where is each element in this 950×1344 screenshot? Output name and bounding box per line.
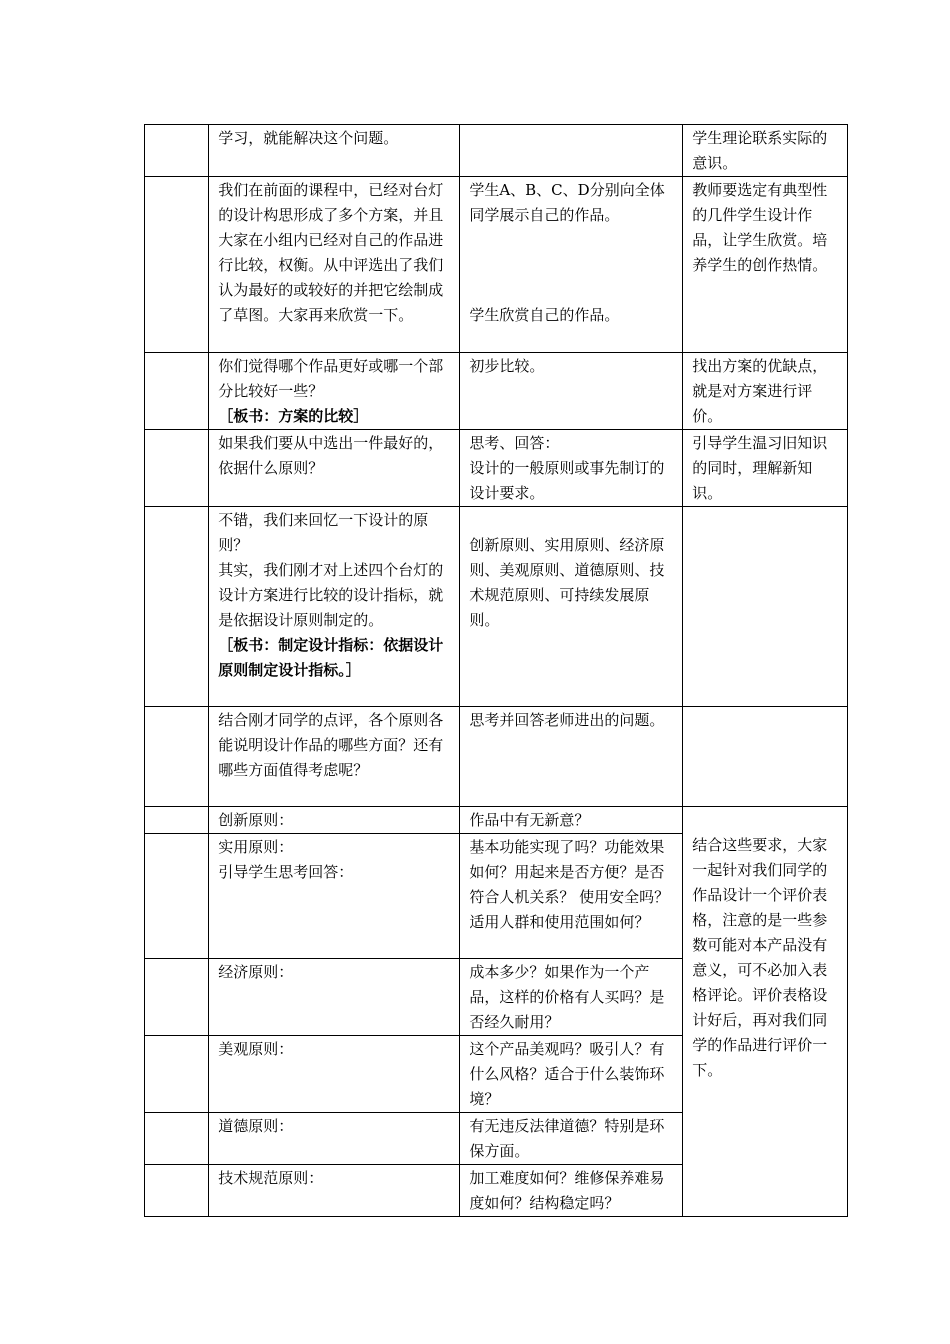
student-text: 思考并回答老师进出的问题。 <box>469 711 665 729</box>
student-activity-cell <box>460 177 683 353</box>
stage-cell <box>145 707 209 807</box>
design-intent-cell <box>683 125 848 177</box>
principle-name: 实用原则： <box>218 838 294 856</box>
blackboard-note: ［板书：方案的比较］ <box>218 407 369 425</box>
lesson-plan-table <box>144 124 848 1217</box>
principle-name-cell <box>209 959 460 1036</box>
stage-cell <box>145 1165 209 1217</box>
principle-question-cell <box>460 1036 683 1113</box>
principle-name-cell <box>209 1165 460 1217</box>
student-activity-cell <box>460 707 683 807</box>
principle-question: 有无违反法律道德？特别是环保方面。 <box>469 1117 665 1160</box>
teacher-activity-cell <box>209 125 460 177</box>
principle-name: 引导学生思考回答： <box>218 863 354 881</box>
student-activity-cell <box>460 507 683 707</box>
intent-text: 学生理论联系实际的意识。 <box>692 129 828 172</box>
principles-intent-cell <box>683 807 848 1217</box>
intent-text: 引导学生温习旧知识的同时，理解新知识。 <box>692 434 828 502</box>
intent-text: 结合这些要求，大家一起针对我们同学的作品设计一个评价表格，注意的是一些参数可能对本产品没有意义，可不必加入表格评论。评价表格设计好后，再对我们同学的作品进行评价一下。 <box>692 836 828 1079</box>
teacher-text: 你们觉得哪个作品更好或哪一个部分比较好一些？ <box>218 357 444 400</box>
principle-name-cell <box>209 1036 460 1113</box>
teacher-text: 其实，我们刚才对上述四个台灯的设计方案进行比较的设计指标，就是依据设计原则制定的。 <box>218 561 444 629</box>
principle-question-cell <box>460 807 683 834</box>
principle-question-cell <box>460 1165 683 1217</box>
intent-text: 教师要选定有典型性的几件学生设计作品，让学生欣赏。培养学生的创作热情。 <box>692 181 828 274</box>
design-intent-cell <box>683 177 848 353</box>
design-intent-cell <box>683 430 848 507</box>
table-row <box>145 430 848 507</box>
stage-cell <box>145 177 209 353</box>
student-text: 初步比较。 <box>469 357 545 375</box>
principle-name: 道德原则： <box>218 1117 294 1135</box>
table-row <box>145 707 848 807</box>
teacher-text: 学习，就能解决这个问题。 <box>218 129 399 147</box>
principle-name-cell <box>209 807 460 834</box>
principle-question: 成本多少？如果作为一个产品，这样的价格有人买吗？是否经久耐用？ <box>469 963 665 1031</box>
stage-cell <box>145 1036 209 1113</box>
stage-cell <box>145 834 209 959</box>
student-text: 思考、回答： <box>469 434 560 452</box>
student-text: 设计的一般原则或事先制订的设计要求。 <box>469 459 665 502</box>
stage-cell <box>145 507 209 707</box>
principle-name-cell <box>209 834 460 959</box>
principle-question: 加工难度如何？维修保养难易度如何？结构稳定吗？ <box>469 1169 665 1212</box>
student-text: 学生A、B、C、D分别向全体同学展示自己的作品。 <box>469 181 665 224</box>
principle-question: 这个产品美观吗？吸引人？有什么风格？适合于什么装饰环境？ <box>469 1040 665 1108</box>
principle-question: 基本功能实现了吗？功能效果如何？用起来是否方便？是否符合人机关系？ 使用安全吗？适用人群和使用范围如何？ <box>469 838 670 931</box>
principle-question: 作品中有无新意？ <box>469 811 590 829</box>
table-row <box>145 177 848 353</box>
teacher-text: 不错，我们来回忆一下设计的原则？ <box>218 511 429 554</box>
principle-question-cell <box>460 1113 683 1165</box>
teacher-activity-cell <box>209 507 460 707</box>
teacher-activity-cell <box>209 353 460 430</box>
principle-name: 技术规范原则： <box>218 1169 324 1187</box>
principle-name-cell <box>209 1113 460 1165</box>
teacher-text: 结合刚才同学的点评，各个原则各能说明设计作品的哪些方面？还有哪些方面值得考虑呢？ <box>218 711 444 779</box>
principle-name: 创新原则： <box>218 811 294 829</box>
principle-name: 美观原则： <box>218 1040 294 1058</box>
table-row <box>145 507 848 707</box>
table-row <box>145 807 848 834</box>
stage-cell <box>145 807 209 834</box>
design-intent-cell <box>683 507 848 707</box>
student-activity-cell <box>460 353 683 430</box>
stage-cell <box>145 959 209 1036</box>
teacher-activity-cell <box>209 177 460 353</box>
design-intent-cell <box>683 353 848 430</box>
student-activity-cell <box>460 430 683 507</box>
table-row <box>145 353 848 430</box>
principle-question-cell <box>460 834 683 959</box>
student-text: 学生欣赏自己的作品。 <box>469 306 620 324</box>
intent-text: 找出方案的优缺点，就是对方案进行评价。 <box>692 357 828 425</box>
stage-cell <box>145 1113 209 1165</box>
teacher-activity-cell <box>209 707 460 807</box>
table-row <box>145 125 848 177</box>
principle-question-cell <box>460 959 683 1036</box>
blackboard-note: ［板书：制定设计指标：依据设计原则制定设计指标。］ <box>218 636 444 679</box>
teacher-activity-cell <box>209 430 460 507</box>
stage-cell <box>145 430 209 507</box>
student-activity-cell <box>460 125 683 177</box>
principle-name: 经济原则： <box>218 963 294 981</box>
student-text: 创新原则、实用原则、经济原则、美观原则、道德原则、技术规范原则、可持续发展原则。 <box>469 536 665 629</box>
stage-cell <box>145 125 209 177</box>
stage-cell <box>145 353 209 430</box>
teacher-text: 我们在前面的课程中，已经对台灯的设计构思形成了多个方案，并且大家在小组内已经对自己的作品进行比较，权衡。从中评选出了我们认为最好的或较好的并把它绘制成了草图。大家再来欣赏一下。 <box>218 181 444 324</box>
teacher-text: 如果我们要从中选出一件最好的，依据什么原则？ <box>218 434 444 477</box>
design-intent-cell <box>683 707 848 807</box>
